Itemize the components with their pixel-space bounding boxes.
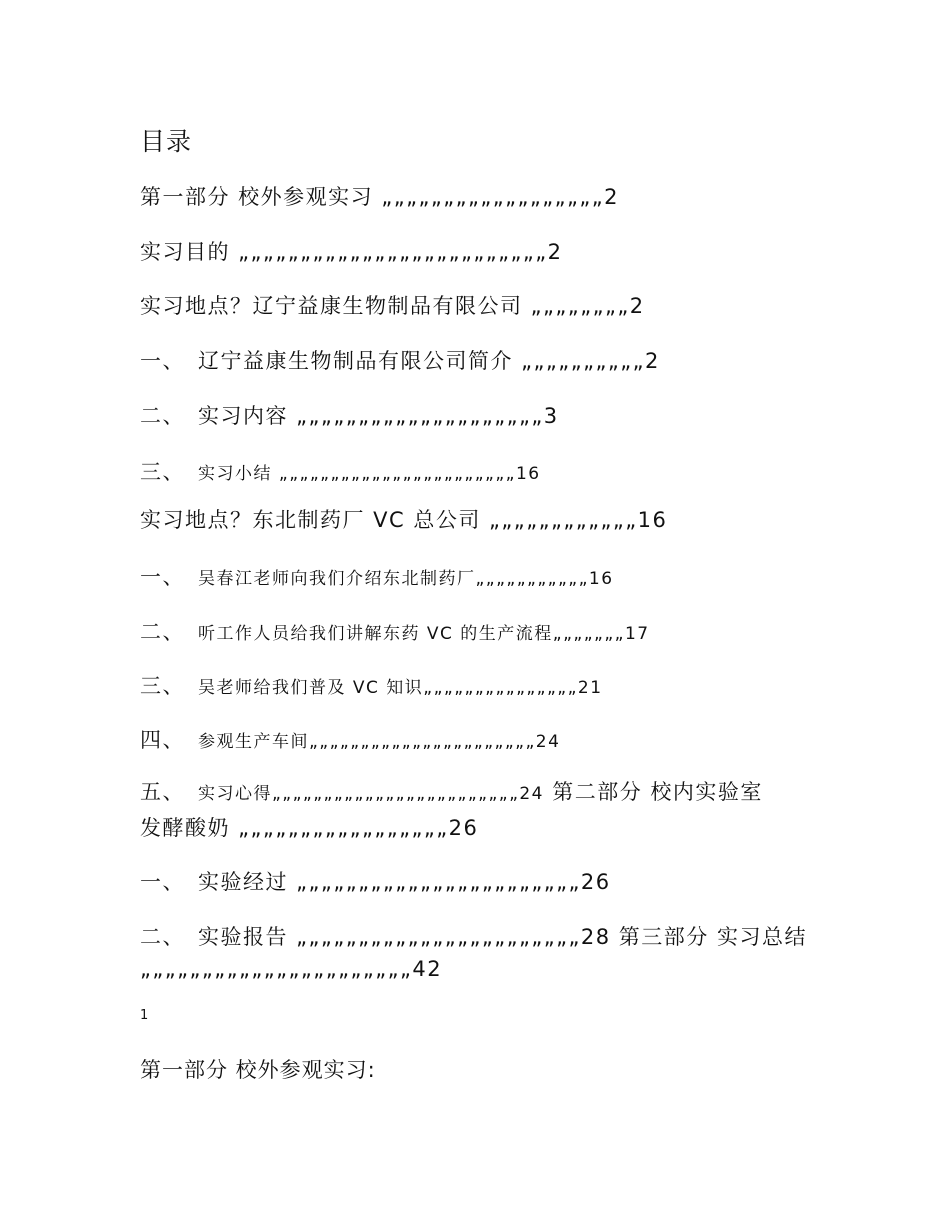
page-number: 1 — [140, 1008, 149, 1023]
toc-number: 一、 — [140, 870, 185, 894]
toc-text: 吴老师给我们普及 VC 知识„„„„„„„„„„„„„„„21 — [198, 678, 603, 698]
toc-text: 听工作人员给我们讲解东药 VC 的生产流程„„„„„„„17 — [198, 624, 650, 644]
toc-entry-report[interactable] — [140, 921, 807, 951]
toc-text: 吴春江老师向我们介绍东北制药厂„„„„„„„„„„„16 — [198, 569, 614, 589]
toc-entry-vc-knowledge[interactable] — [140, 670, 603, 700]
section-heading: 第一部分 校外参观实习: — [140, 1058, 376, 1082]
toc-text: 实习小结 „„„„„„„„„„„„„„„„„„„„„„„16 — [198, 464, 541, 484]
toc-entry-yikang-intro[interactable] — [140, 345, 660, 375]
toc-text: 实验经过 „„„„„„„„„„„„„„„„„„„„„„„26 — [198, 870, 611, 894]
toc-number: 二、 — [140, 620, 185, 644]
toc-entry-experiment[interactable] — [140, 866, 611, 896]
toc-number: 二、 — [140, 404, 185, 428]
toc-entry-content[interactable] — [140, 400, 559, 430]
toc-number: 四、 — [140, 728, 185, 752]
toc-number: 五、 — [140, 780, 185, 804]
toc-entry-reflection[interactable] — [140, 776, 763, 806]
toc-number: 三、 — [140, 460, 185, 484]
toc-text: 实习内容 „„„„„„„„„„„„„„„„„„„„3 — [198, 404, 559, 428]
toc-number: 一、 — [140, 349, 185, 373]
toc-entry-location-vc[interactable]: 实习地点？东北制药厂 VC 总公司 „„„„„„„„„„„„16 — [140, 508, 668, 532]
toc-entry-workshop[interactable] — [140, 724, 560, 754]
toc-entry-part-one[interactable]: 第一部分 校外参观实习 „„„„„„„„„„„„„„„„„„2 — [140, 185, 620, 209]
toc-number: 二、 — [140, 925, 185, 949]
toc-entry-location-yikang[interactable]: 实习地点？辽宁益康生物制品有限公司 „„„„„„„„2 — [140, 294, 645, 318]
toc-text: 参观生产车间„„„„„„„„„„„„„„„„„„„„„„24 — [198, 732, 561, 752]
toc-part-two: 第二部分 校内实验室 — [544, 780, 763, 804]
toc-number: 一、 — [140, 565, 185, 589]
toc-text: 辽宁益康生物制品有限公司简介 „„„„„„„„„„2 — [198, 349, 660, 373]
toc-entry-intro-factory[interactable] — [140, 561, 614, 591]
toc-entry-yogurt[interactable]: 发酵酸奶 „„„„„„„„„„„„„„„„„26 — [140, 816, 479, 840]
toc-text: 实习心得„„„„„„„„„„„„„„„„„„„„„„„„24 — [198, 784, 545, 804]
toc-entry-part-three-page[interactable]: „„„„„„„„„„„„„„„„„„„„„„42 — [140, 957, 443, 981]
toc-entry-summary[interactable] — [140, 456, 541, 486]
toc-entry-vc-process[interactable] — [140, 616, 650, 646]
toc-number: 三、 — [140, 674, 185, 698]
toc-entry-purpose[interactable]: 实习目的 „„„„„„„„„„„„„„„„„„„„„„„„„2 — [140, 240, 563, 264]
toc-title: 目录 — [140, 127, 193, 156]
toc-text: 实验报告 „„„„„„„„„„„„„„„„„„„„„„„28 第三部分 实习总结 — [198, 925, 807, 949]
